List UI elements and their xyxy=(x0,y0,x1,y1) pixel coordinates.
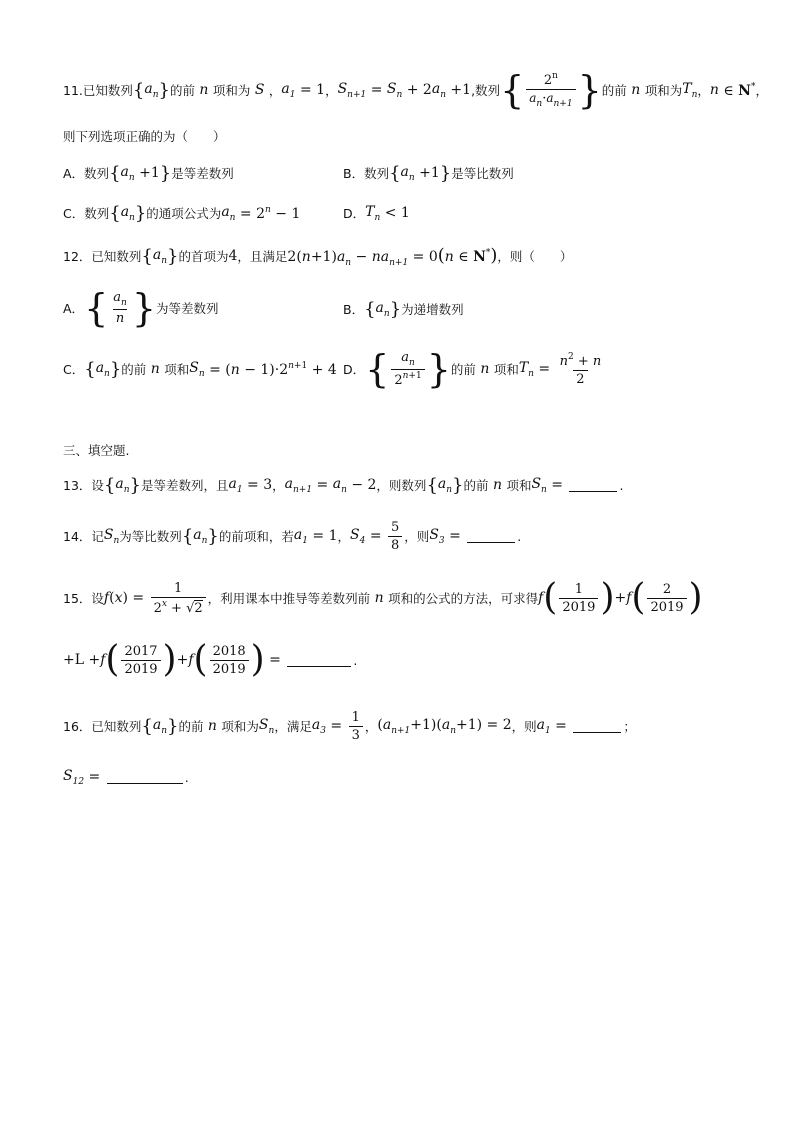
question-11-option-b[interactable]: B．数列 { $a_n$ +1 } 是等比数列 xyxy=(343,162,514,184)
question-14: 14．记 $S_n$ 为等比数列 { $a_n$ } 的前项和，若 $a_1$ = 1 ， $S_4$ = $\frac{5}{8}$ ，则 $S_3$ = . xyxy=(63,519,522,553)
question-11-option-c[interactable]: C．数列 { $a_n$ } 的通项公式为 $a_n$ = $2^n - 1$ xyxy=(63,202,301,224)
question-12-stem: 12．已知数列 { $a_n$ } 的首项为 4 ，且满足 $2(n+1)a_n - na_{n+1} = 0(n$ ∈ N*) ，则（ ） xyxy=(63,244,573,268)
question-11-option-a[interactable]: A．数列 { $a_n$ +1 } 是等差数列 xyxy=(63,162,234,184)
answer-blank-13[interactable] xyxy=(569,479,617,492)
question-11-line2: 则下列选项正确的为（ ） xyxy=(63,129,226,144)
question-16-line1: 16．已知数列 { $a_n$ } 的前 n 项和为 $S_n$ ，满足 $a_3$ = $\frac{1}{3}$ ， $(a_{n+1}+1)(a_n+1) = 2$ ，则 $a_1$ = ； xyxy=(63,709,636,743)
question-12-option-b[interactable]: B． { $a_n$ } 为递增数列 xyxy=(343,298,464,320)
question-12-option-a[interactable]: A． { $\frac{a_n}{n}$ } 为等差数列 xyxy=(63,286,219,330)
answer-blank-14[interactable] xyxy=(467,530,515,543)
question-13: 13．设 { $a_n$ } 是等差数列，且 $a_1$ = 3 ， $a_{n+1}$ = $a_n$ − 2 ，则数列 { $a_n$ } 的前 n 项和 $S_n$ = . xyxy=(63,474,624,496)
q11-intro: 11.已知数列 xyxy=(63,83,133,98)
question-15-line1: 15．设 f (x) = $\frac{1}{2^x + √2}$ ，利用课本中推导等差数列前 n 项和的公式的方法，可求得 f ( $\frac{1}{2019}$ ) + f ( $\frac{2}{2019}$ ) xyxy=(63,577,703,618)
question-12-option-c[interactable]: C． { $a_n$ } 的前 n 项和 $S_n$ = $(n - 1)\cdot 2^{n+1} + 4$ xyxy=(63,358,337,380)
section-title: 三、填空题. xyxy=(63,443,130,458)
question-11-stem: 11.已知数列 { $a_n$ } 的前 n 项和为 S ， $a_1$ = 1 ， $S_{n+1}$ = $S_n$ + 2 $a_n$ +1 ,数列 { $\frac{2^n}{a_n\cdot a_{n+1}}$ } 的前 n 项和为 $T_n$ ， n ∈ N* ， xyxy=(63,68,768,112)
answer-blank-16b[interactable] xyxy=(107,771,183,784)
answer-blank-15[interactable] xyxy=(287,654,351,667)
question-11-option-d[interactable]: D． $T_n$ < 1 xyxy=(343,203,410,223)
question-16-line2: $S_{12}$ = . xyxy=(63,767,189,787)
question-12-option-d[interactable]: D． { $\frac{a_n}{2^{n+1}}$ } 的前 n 项和 $T_n$ = $\frac{n^2 + n}{2}$ xyxy=(343,347,602,391)
answer-blank-16a[interactable] xyxy=(573,720,621,733)
question-15-line2: +L + f ( $\frac{2017}{2019}$ ) + f ( $\frac{2018}{2019}$ ) = . xyxy=(63,639,358,680)
